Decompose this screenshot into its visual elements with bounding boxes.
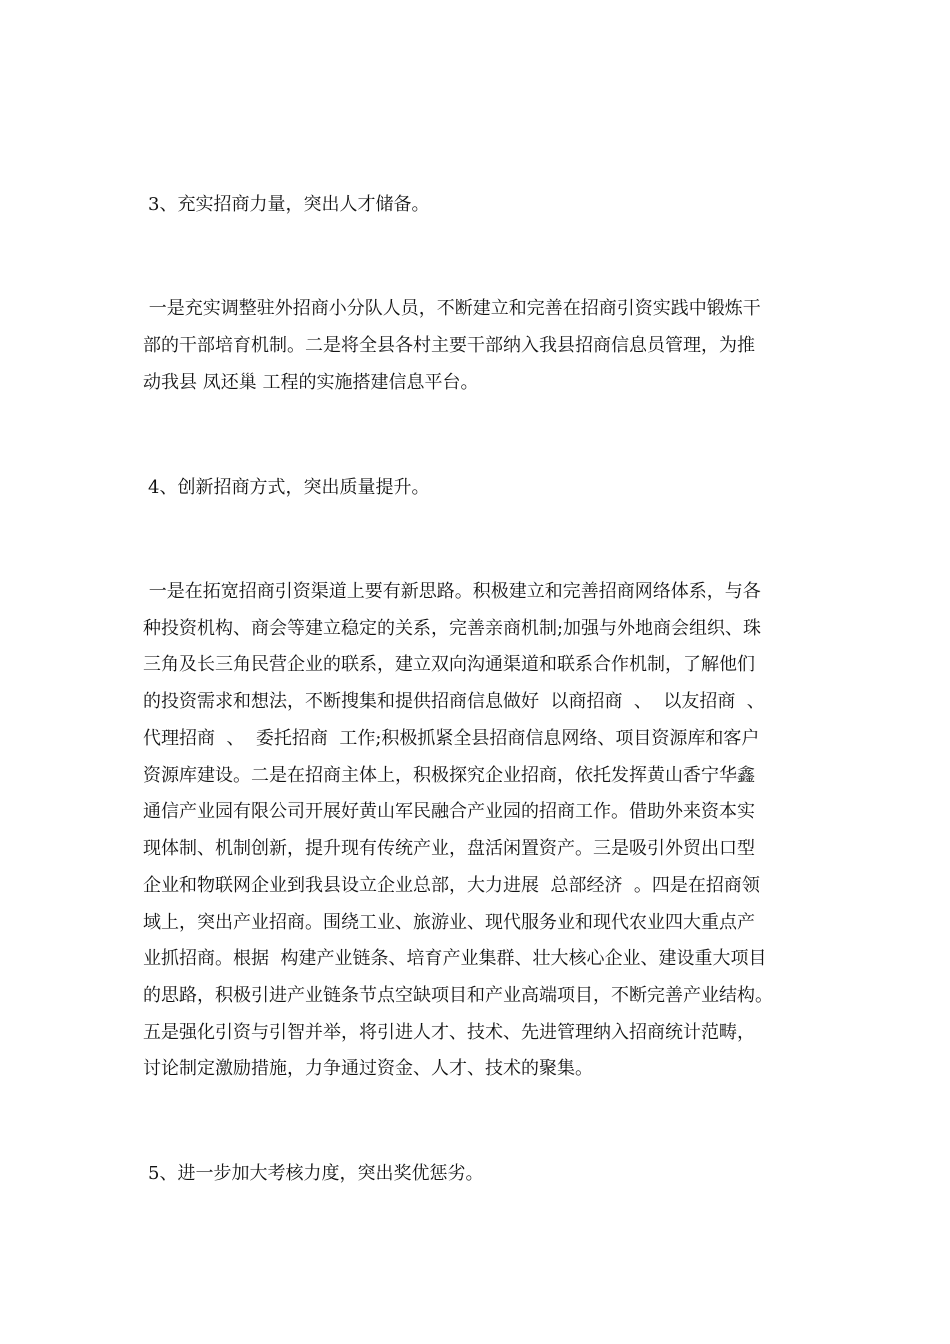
paragraph-line: 业抓招商。根据 构建产业链条、培育产业集群、壮大核心企业、建设重大项目 xyxy=(143,948,767,969)
paragraph-line: 通信产业园有限公司开展好黄山军民融合产业园的招商工作。借助外来资本实 xyxy=(143,801,755,822)
paragraph-line: 种投资机构、商会等建立稳定的关系，完善亲商机制;加强与外地商会组织、珠 xyxy=(143,618,762,639)
section-heading-3: 3、充实招商力量，突出人才储备。 xyxy=(148,194,430,215)
paragraph-line: 三角及长三角民营企业的联系，建立双向沟通渠道和联系合作机制，了解他们 xyxy=(143,654,755,675)
paragraph-line: 讨论制定激励措施，力争通过资金、人才、技术的聚集。 xyxy=(143,1058,593,1079)
paragraph-line: 域上，突出产业招商。围绕工业、旅游业、现代服务业和现代农业四大重点产 xyxy=(143,912,755,933)
paragraph-line: 的思路，积极引进产业链条节点空缺项目和产业高端项目，不断完善产业结构。 xyxy=(143,985,773,1006)
paragraph-line: 的投资需求和想法，不断搜集和提供招商信息做好 以商招商 、 以友招商 、 xyxy=(143,691,765,712)
paragraph-line: 动我县 凤还巢 工程的实施搭建信息平台。 xyxy=(143,372,479,393)
paragraph-line: 现体制、机制创新，提升现有传统产业，盘活闲置资产。三是吸引外贸出口型 xyxy=(143,838,755,859)
paragraph-line: 五是强化引资与引智并举，将引进人才、技术、先进管理纳入招商统计范畴， xyxy=(143,1022,755,1043)
paragraph-line: 代理招商 、 委托招商 工作;积极抓紧全县招商信息网络、项目资源库和客户 xyxy=(143,728,760,749)
paragraph-line: 资源库建设。二是在招商主体上，积极探究企业招商，依托发挥黄山香宁华鑫 xyxy=(143,765,755,786)
section-heading-4: 4、创新招商方式，突出质量提升。 xyxy=(148,477,430,498)
paragraph-line: 一是充实调整驻外招商小分队人员，不断建立和完善在招商引资实践中锻炼干 xyxy=(143,298,761,319)
section-heading-5: 5、进一步加大考核力度，突出奖优惩劣。 xyxy=(148,1163,484,1184)
paragraph-line: 企业和物联网企业到我县设立企业总部，大力进展 总部经济 。四是在招商领 xyxy=(143,875,760,896)
paragraph-line: 一是在拓宽招商引资渠道上要有新思路。积极建立和完善招商网络体系，与各 xyxy=(143,581,761,602)
paragraph-line: 部的干部培育机制。二是将全县各村主要干部纳入我县招商信息员管理，为推 xyxy=(143,335,755,356)
